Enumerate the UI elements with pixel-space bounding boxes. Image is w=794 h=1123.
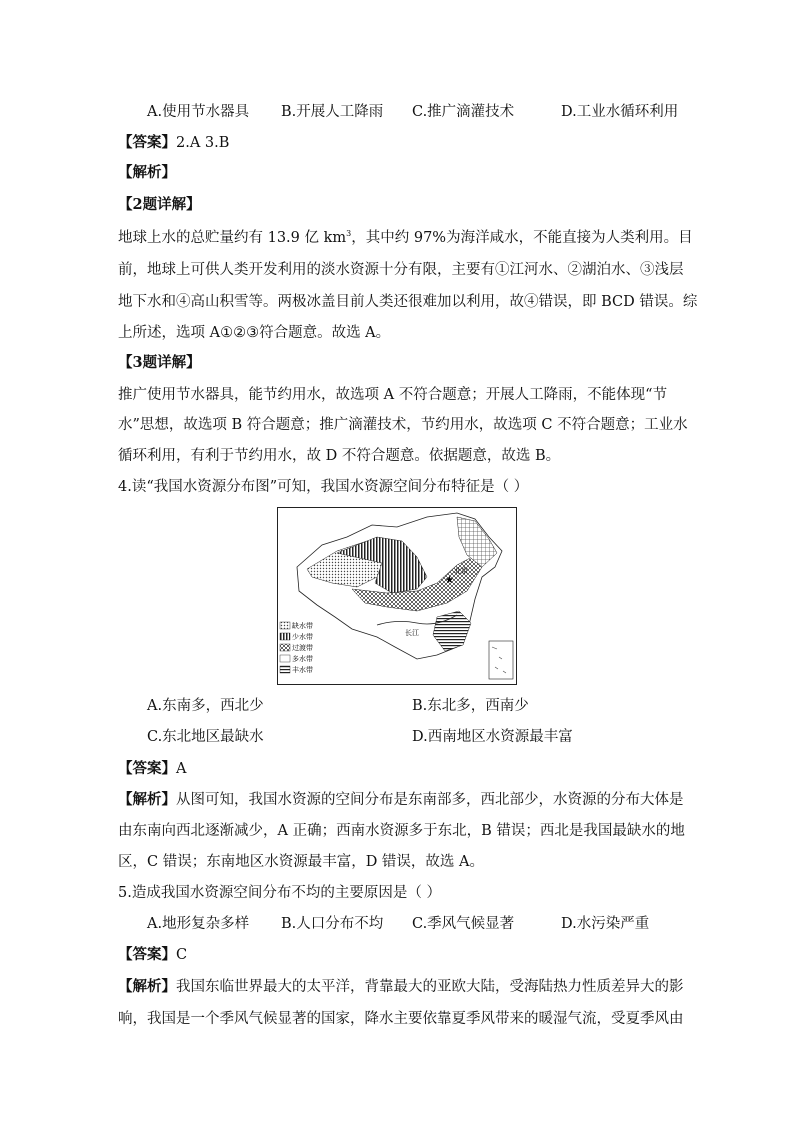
q2-detail-line: 地下水和④高山积雪等。两极冰盖目前人类还很难加以利用，故④错误，即 BCD 错误。综 <box>118 294 698 310</box>
capital-star-icon: ★ <box>445 575 454 586</box>
answer-text: A <box>176 761 187 777</box>
q5-option-c: C.季风气候显著 <box>412 916 515 932</box>
q5-stem: 5.造成我国水资源空间分布不均的主要原因是（ ） <box>118 885 441 901</box>
river-label: 长江 <box>405 629 419 637</box>
q4-option-b: B.东北多，西南少 <box>412 698 529 714</box>
q5-analysis-line <box>118 977 684 997</box>
q4-option-c: C.东北地区最缺水 <box>147 729 264 745</box>
q2-detail-label: 【2题详解】 <box>118 196 201 213</box>
legend-item: 少水带 <box>292 633 313 641</box>
q4-analysis-line: 由东南向西北逐渐减少，A 正确；西南水资源多于东北，B 错误；西北是我国最缺水的地 <box>118 823 685 839</box>
q3-option-b: B.开展人工降雨 <box>281 104 384 120</box>
q4-option-d: D.西南地区水资源最丰富 <box>412 729 573 745</box>
answer-label: 【答案】 <box>118 134 176 151</box>
south-sea-inset <box>489 641 513 679</box>
q3-detail-line: 推广使用节水器具，能节约用水，故选项 A 不符合题意；开展人工降雨，不能体现“节 <box>118 387 668 403</box>
analysis-label: 【解析】 <box>118 164 176 181</box>
map-legend <box>280 621 313 674</box>
q3-option-c: C.推广滴灌技术 <box>412 104 515 120</box>
analysis-label: 【解析】 <box>118 978 176 995</box>
water-resources-map <box>277 507 517 685</box>
legend-item: 多水带 <box>292 655 313 663</box>
q2-detail-line <box>118 228 693 248</box>
analysis-text: 我国东临世界最大的太平洋，背靠最大的亚欧大陆，受海陆热力性质差异大的影 <box>176 979 684 995</box>
answer-2-3 <box>118 133 229 153</box>
q3-detail-line: 水”思想，故选项 B 符合题意；推广滴灌技术，节约用水，故选项 C 不符合题意；工业水 <box>118 417 688 433</box>
legend-item: 过渡带 <box>292 644 313 652</box>
q3-detail-label: 【3题详解】 <box>118 354 201 371</box>
q5-option-a: A.地形复杂多样 <box>147 916 250 932</box>
answer-label: 【答案】 <box>118 760 176 777</box>
q3-option-d: D.工业水循环利用 <box>561 104 679 120</box>
q5-analysis-line: 响，我国是一个季风气候显著的国家，降水主要依靠夏季风带来的暖湿气流，受夏季风由 <box>118 1011 684 1027</box>
q4-analysis-line: 区，C 错误；东南地区水资源最丰富，D 错误，故选 A。 <box>118 854 485 870</box>
q4-analysis-line <box>118 790 684 810</box>
legend-item: 丰水带 <box>292 666 313 674</box>
capital-label: 北京 <box>454 567 468 575</box>
q2-detail-text: 地球上水的总贮量约有 13.9 亿 km <box>118 230 347 246</box>
answer-text: C <box>176 947 188 963</box>
analysis-text: 从图可知，我国水资源的空间分布是东南部多，西北部少，水资源的分布大体是 <box>176 792 684 808</box>
q2-detail-text: ，其中约 97%为海洋咸水，不能直接为人类利用。目 <box>351 230 693 246</box>
q2-detail-line: 前，地球上可供人类开发利用的淡水资源十分有限，主要有①江河水、②湖泊水、③浅层 <box>118 262 684 278</box>
q2-detail-line: 上所述，选项 A①②③符合题意。故选 A。 <box>118 325 391 341</box>
q5-option-d: D.水污染严重 <box>561 916 650 932</box>
q3-option-a: A.使用节水器具 <box>147 104 250 120</box>
q4-option-a: A.东南多，西北少 <box>147 698 264 714</box>
unit-superscript: 3 <box>346 229 352 239</box>
answer-text: 2.A 3.B <box>176 135 230 151</box>
q5-option-b: B.人口分布不均 <box>281 916 384 932</box>
q5-answer <box>118 945 187 965</box>
q4-answer <box>118 759 186 779</box>
q4-stem: 4.读“我国水资源分布图”可知，我国水资源空间分布特征是（ ） <box>118 479 529 495</box>
analysis-label: 【解析】 <box>118 791 176 808</box>
legend-item: 缺水带 <box>292 622 313 630</box>
q3-detail-line: 循环利用，有利于节约用水，故 D 不符合题意。依据题意，故选 B。 <box>118 448 561 464</box>
answer-label: 【答案】 <box>118 946 176 963</box>
